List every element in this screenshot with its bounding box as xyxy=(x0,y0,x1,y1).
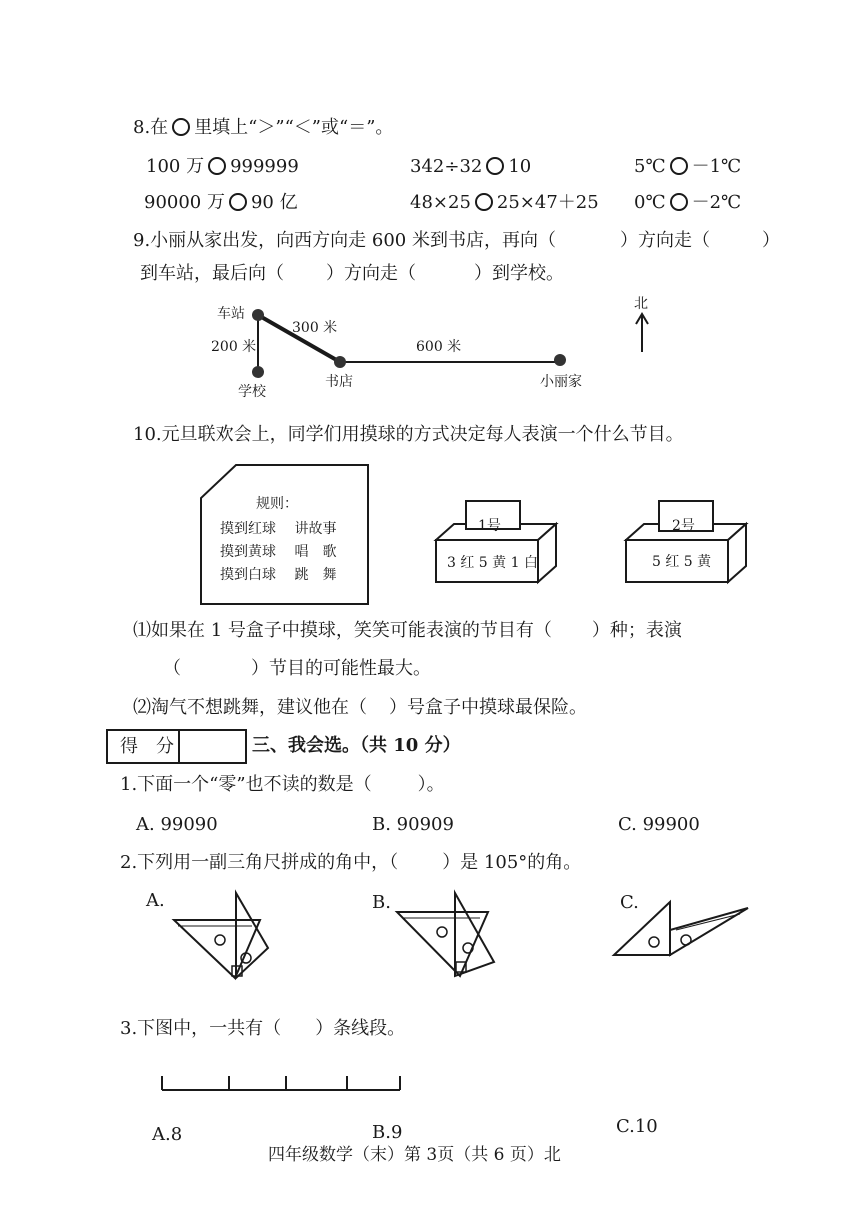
segment-figure xyxy=(162,1076,400,1090)
triangle-figure-a xyxy=(174,893,268,978)
box2-label: 2号 xyxy=(672,518,695,534)
box1-content: 3 红 5 黄 1 白 xyxy=(447,555,538,571)
s3q3-option-c[interactable]: C.10 xyxy=(616,1116,658,1137)
q8-item-2-3: 0℃ －2℃ xyxy=(634,192,742,213)
s3q1-prompt: 1.下面一个“零”也不读的数是（ ）。 xyxy=(120,774,445,795)
score-field[interactable] xyxy=(182,733,242,760)
s3q3-option-b[interactable]: B.9 xyxy=(372,1122,403,1143)
s3q2-option-c[interactable]: C. xyxy=(620,892,639,913)
triangle-figure-b xyxy=(397,893,494,976)
q8-prompt: 8.在 里填上“＞”“＜”或“＝”。 xyxy=(133,117,394,138)
box2-content: 5 红 5 黄 xyxy=(652,554,712,570)
s3q1-option-b[interactable]: B. 90909 xyxy=(372,814,454,835)
q8-item-2-2: 48×25 25×47＋25 xyxy=(410,192,599,213)
rule-row-3: 摸到白球 跳 舞 xyxy=(220,567,337,583)
page-footer: 四年级数学（末）第 3页（共 6 页）北 xyxy=(268,1145,561,1165)
bookstore-dot xyxy=(334,356,346,368)
q10-sub1-line2: （ ）节目的可能性最大。 xyxy=(163,658,431,679)
q10-sub1-line1: ⑴如果在 1 号盒子中摸球，笑笑可能表演的节目有（ ）种；表演 xyxy=(133,620,682,641)
label-school: 学校 xyxy=(238,384,266,400)
score-label: 得 分 xyxy=(120,736,174,757)
label-station-bookstore-distance: 300 米 xyxy=(292,320,338,336)
home-dot xyxy=(554,354,566,366)
rules-title: 规则： xyxy=(256,496,298,512)
q10-sub2: ⑵淘气不想跳舞，建议他在（ ）号盒子中摸球最保险。 xyxy=(133,697,587,718)
school-dot xyxy=(252,366,264,378)
box1-label: 1号 xyxy=(478,518,501,534)
score-box xyxy=(106,729,247,764)
s3q1-option-a[interactable]: A. 99090 xyxy=(136,814,218,835)
label-station-school-distance: 200 米 xyxy=(211,339,257,355)
q8-item-2-1: 90000 万 90 亿 xyxy=(144,192,298,213)
s3q3-option-a[interactable]: A.8 xyxy=(152,1124,183,1145)
s3q2-option-a[interactable]: A. xyxy=(146,890,165,911)
station-dot xyxy=(252,309,264,321)
q8-item-1-3: 5℃ －1℃ xyxy=(634,156,742,177)
s3q2-option-b[interactable]: B. xyxy=(372,892,391,913)
q8-item-1-2: 342÷32 10 xyxy=(410,156,532,177)
section3-title: 三、我会选。（共 10 分） xyxy=(252,735,461,756)
label-home: 小丽家 xyxy=(540,374,582,390)
label-bookstore-home-distance: 600 米 xyxy=(416,339,462,355)
label-station: 车站 xyxy=(217,306,245,322)
s3q2-prompt: 2.下列用一副三角尺拼成的角中，（ ）是 105°的角。 xyxy=(120,852,582,873)
label-north: 北 xyxy=(634,296,648,312)
label-bookstore: 书店 xyxy=(325,374,353,390)
q9-line-2: 到车站，最后向（ ）方向走（ ）到学校。 xyxy=(140,263,564,284)
rule-row-2: 摸到黄球 唱 歌 xyxy=(220,544,337,560)
s3q1-option-c[interactable]: C. 99900 xyxy=(618,814,700,835)
rule-row-1: 摸到红球 讲故事 xyxy=(220,521,337,537)
s3q3-prompt: 3.下图中，一共有（ ）条线段。 xyxy=(120,1018,406,1039)
q9-line-1: 9.小丽从家出发，向西方向走 600 米到书店，再向（ ）方向走（ ） xyxy=(133,230,780,251)
q10-prompt: 10.元旦联欢会上，同学们用摸球的方式决定每人表演一个什么节目。 xyxy=(133,424,684,445)
q8-item-1-1: 100 万 999999 xyxy=(146,156,299,177)
